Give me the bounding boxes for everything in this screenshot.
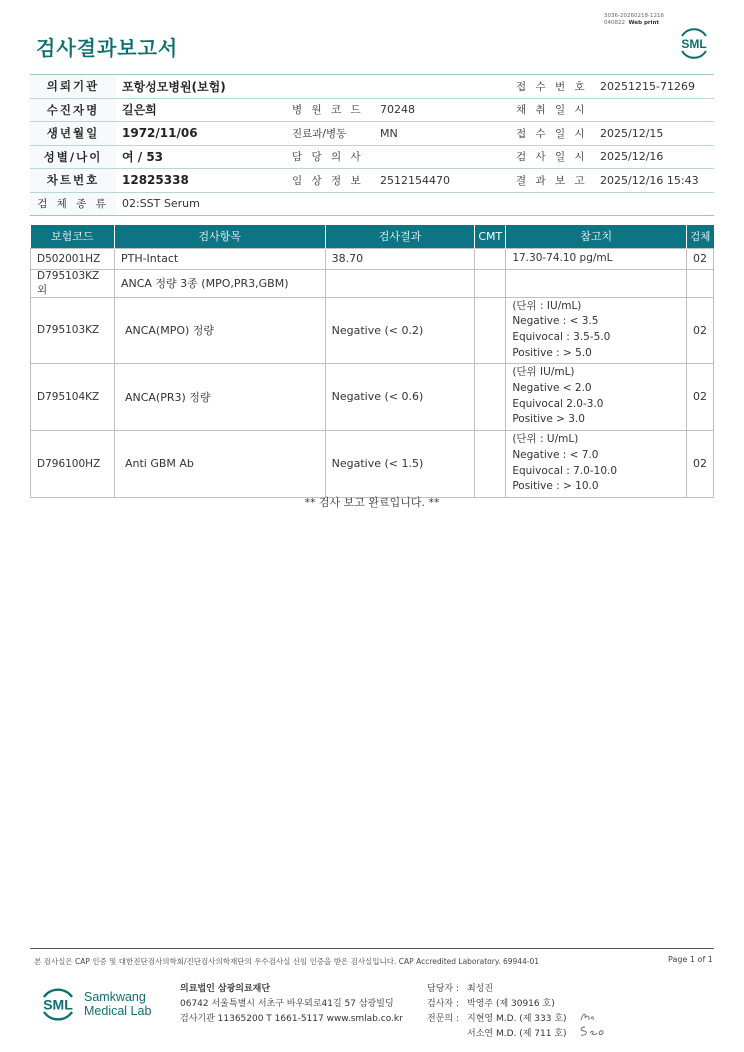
print-id-label: Web print — [628, 20, 660, 26]
footer-divider — [30, 948, 714, 949]
tester-name: 박영주 (제 30916 호) — [467, 999, 555, 1009]
row-item: ANCA(PR3) 정량 — [114, 363, 325, 430]
name-value: 길은희 — [116, 98, 286, 122]
report-value: 2025/12/16 15:43 — [594, 169, 714, 193]
sex-age-label: 성별/나이 — [30, 145, 116, 169]
row-ref-line: Positive : > 5.0 — [512, 346, 592, 359]
requester-value: 포항성모병원(보험) — [116, 75, 510, 99]
row-code: D796100HZ — [31, 430, 115, 497]
page-number: Page 1 of 1 — [668, 955, 713, 964]
patient-info-table — [30, 74, 714, 216]
specialist-2: 서소연 M.D. (제 711 호) — [467, 1029, 567, 1039]
hospital-code-value: 70248 — [374, 98, 510, 122]
header-insurance-code: 보험코드 — [31, 225, 115, 248]
brand-name — [84, 990, 151, 1018]
specialist-1: 지현영 M.D. (제 333 호) — [467, 1014, 567, 1024]
receipt-no-label: 접 수 번 호 — [510, 75, 594, 99]
row-cmt — [475, 430, 506, 497]
row-result: Negative (< 0.6) — [325, 363, 475, 430]
row-result: 38.70 — [325, 248, 475, 269]
samkwang-logo — [36, 982, 80, 1026]
receipt-date-label: 접 수 일 시 — [510, 122, 594, 146]
birth-label: 생년월일 — [30, 122, 116, 146]
doctor-label: 담 당 의 사 — [286, 145, 374, 169]
header-reference: 참고치 — [506, 225, 687, 248]
org-info — [180, 982, 403, 1027]
row-ref-line: Equivocal : 3.5-5.0 — [512, 331, 611, 344]
collection-date-value — [594, 98, 714, 122]
report-label: 결 과 보 고 — [510, 169, 594, 193]
specimen-label: 검 체 종 류 — [30, 192, 116, 216]
row-ref-line: (단위 IU/mL) — [512, 366, 575, 379]
row-specimen: 02 — [686, 248, 713, 269]
hospital-code-label: 병 원 코 드 — [286, 98, 374, 122]
print-id-code: 040822 — [604, 20, 625, 26]
name-label: 수진자명 — [30, 98, 116, 122]
manager-name: 최성진 — [467, 984, 494, 994]
brand-line2: Medical Lab — [84, 1004, 152, 1018]
brand-line1: Samkwang — [84, 990, 146, 1004]
print-id-line1: 3036-20260218-1216 — [604, 13, 664, 19]
header-result: 검사결과 — [325, 225, 475, 248]
row-specimen — [686, 269, 713, 297]
org-name: 의료법인 삼광의료재단 — [180, 984, 271, 994]
results-table — [30, 225, 714, 498]
row-ref-line: Equivocal 2.0-3.0 — [512, 397, 604, 410]
header-specimen: 검체 — [686, 225, 713, 248]
row-reference — [506, 363, 687, 430]
receipt-date-value: 2025/12/15 — [594, 122, 714, 146]
row-item: ANCA 정량 3종 (MPO,PR3,GBM) — [114, 269, 325, 297]
table-row — [31, 248, 714, 269]
test-date-value: 2025/12/16 — [594, 145, 714, 169]
specimen-value: 02:SST Serum — [116, 192, 714, 216]
clinical-label: 임 상 정 보 — [286, 169, 374, 193]
collection-date-label: 채 취 일 시 — [510, 98, 594, 122]
dept-label: 진료과/병동 — [286, 122, 374, 146]
samkwang-logo-text: SML — [43, 996, 73, 1013]
row-reference — [506, 430, 687, 497]
row-result: Negative (< 1.5) — [325, 430, 475, 497]
specialist-label: 전문의 : — [427, 1014, 459, 1024]
row-cmt — [475, 363, 506, 430]
print-id — [604, 13, 664, 27]
row-specimen: 02 — [686, 297, 713, 363]
row-code: D795104KZ — [31, 363, 115, 430]
dept-value: MN — [374, 122, 510, 146]
header-test-item: 검사항목 — [114, 225, 325, 248]
tester-label: 검사자 : — [427, 999, 459, 1009]
staff-info — [427, 982, 567, 1042]
row-cmt — [475, 248, 506, 269]
row-ref-line: Negative : < 3.5 — [512, 315, 599, 328]
manager-label: 담당자 : — [427, 984, 459, 994]
test-date-label: 검 사 일 시 — [510, 145, 594, 169]
org-address: 06742 서울특별시 서초구 바우뫼로41길 57 삼광빌딩 — [180, 999, 394, 1009]
table-row — [31, 430, 714, 497]
row-specimen: 02 — [686, 363, 713, 430]
signature-1 — [578, 1010, 604, 1024]
row-cmt — [475, 297, 506, 363]
signature-2 — [578, 1024, 608, 1038]
table-row — [31, 269, 714, 297]
row-ref-line: (단위 : IU/mL) — [512, 299, 582, 312]
page-title: 검사결과보고서 — [36, 36, 179, 60]
row-result: Negative (< 0.2) — [325, 297, 475, 363]
clinical-value: 2512154470 — [374, 169, 510, 193]
requester-label: 의뢰기관 — [30, 75, 116, 99]
row-specimen: 02 — [686, 430, 713, 497]
row-code: D795103KZ — [31, 297, 115, 363]
row-item: Anti GBM Ab — [114, 430, 325, 497]
row-ref-line: Negative : < 7.0 — [512, 448, 599, 461]
doctor-value — [374, 145, 510, 169]
row-reference — [506, 297, 687, 363]
row-ref-line: Negative < 2.0 — [512, 381, 592, 394]
row-item: PTH-Intact — [114, 248, 325, 269]
row-item: ANCA(MPO) 정량 — [114, 297, 325, 363]
table-row — [31, 363, 714, 430]
row-ref-line: (단위 : U/mL) — [512, 433, 579, 446]
table-row — [31, 297, 714, 363]
chart-label: 차트번호 — [30, 169, 116, 193]
birth-value: 1972/11/06 — [116, 122, 286, 146]
row-cmt — [475, 269, 506, 297]
org-contact: 검사기관 11365200 T 1661-5117 www.smlab.co.kr — [180, 1014, 403, 1024]
row-result — [325, 269, 475, 297]
row-ref-line: Equivocal : 7.0-10.0 — [512, 464, 618, 477]
accreditation-note: 본 검사실은 CAP 인증 및 대한진단검사의학회/진단검사의학재단의 우수검사실 신임 인증을 받은 검사실입니다. CAP Accredited Laboratory. 69944-01 — [34, 957, 540, 966]
sml-logo-text: SML — [681, 37, 707, 51]
row-code: D795103KZ외 — [31, 269, 115, 297]
sex-age-value: 여 / 53 — [116, 145, 286, 169]
row-ref-line: 17.30-74.10 pg/mL — [506, 248, 687, 269]
sml-logo — [676, 24, 712, 62]
row-ref-line — [506, 269, 687, 297]
header-cmt: CMT — [475, 225, 506, 248]
chart-value: 12825338 — [116, 169, 286, 193]
row-code: D502001HZ — [31, 248, 115, 269]
report-complete-text: ** 검사 보고 완료입니다. ** — [304, 496, 440, 509]
receipt-no-value: 20251215-71269 — [594, 75, 714, 99]
row-ref-line: Positive : > 10.0 — [512, 480, 599, 493]
row-ref-line: Positive > 3.0 — [512, 413, 585, 426]
